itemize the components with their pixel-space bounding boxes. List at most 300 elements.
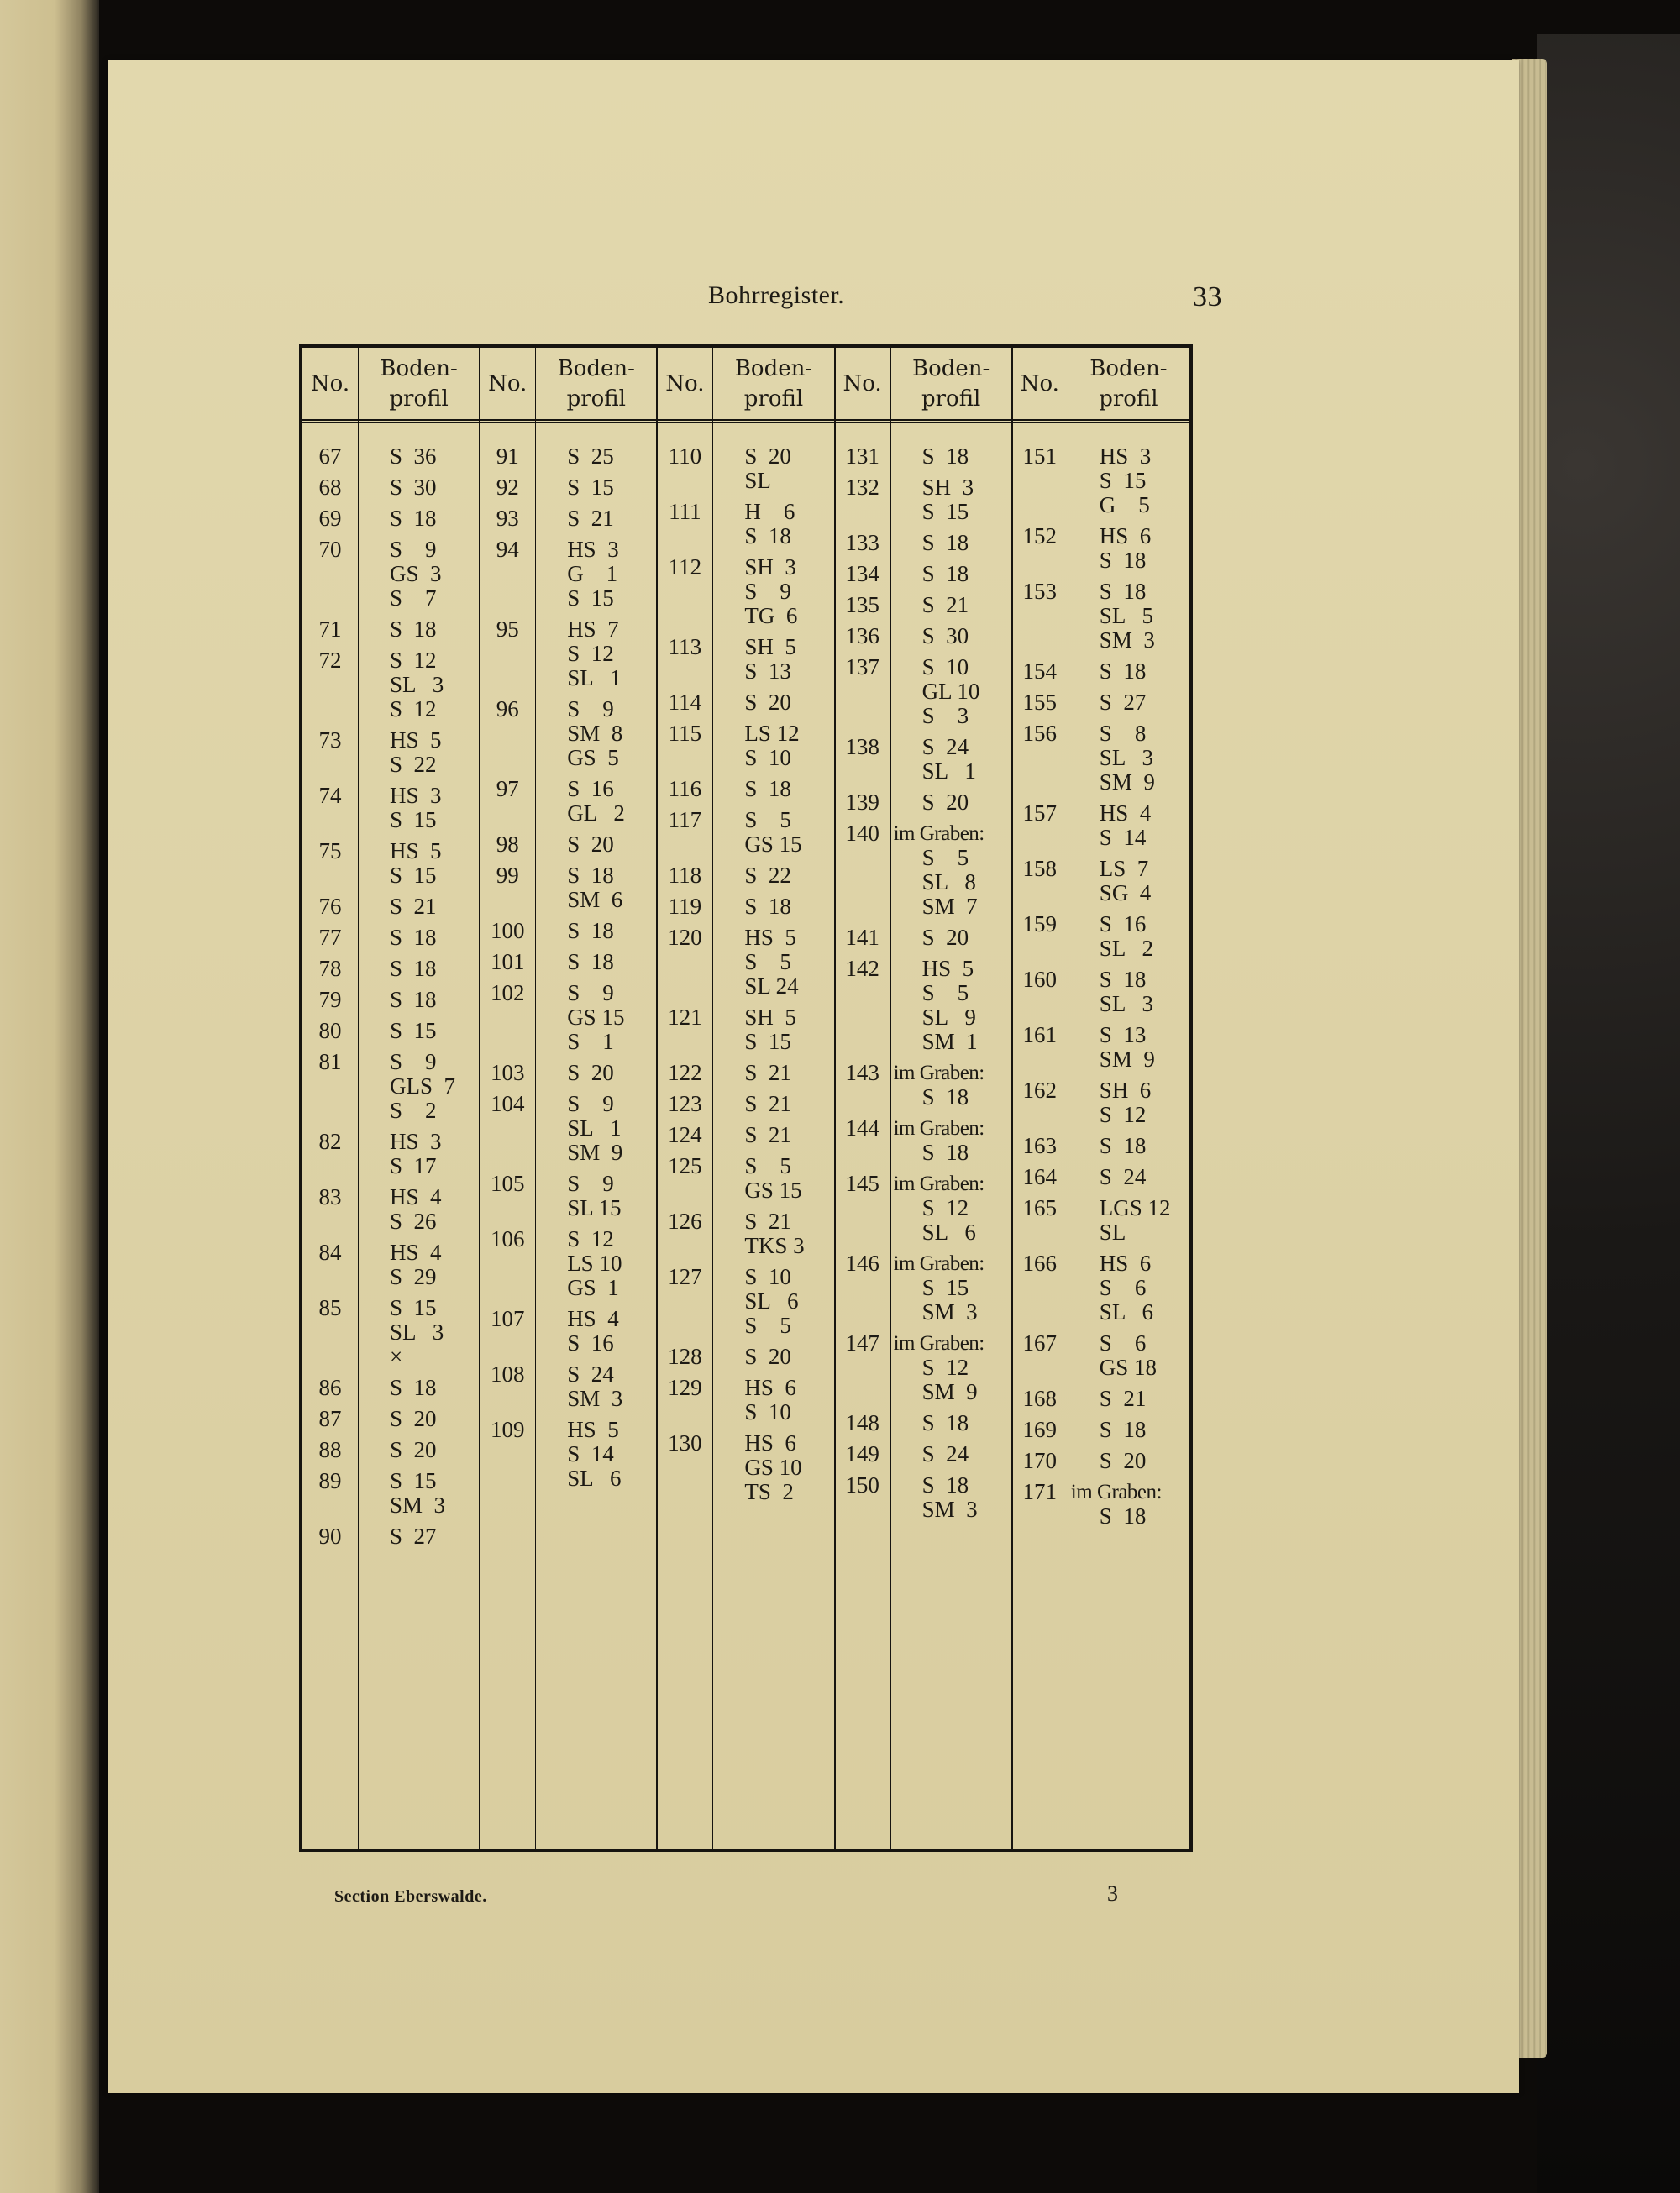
bodenprofil-layer: TG 6 [744, 603, 798, 628]
bodenprofil-layer: S 30 [390, 475, 437, 500]
bodenprofil-layer: S 12 [390, 648, 437, 673]
bodenprofil-layer: S 17 [390, 1153, 437, 1178]
bodenprofil-layer: S 13 [744, 658, 791, 684]
bodenprofil-layer: S 10 [744, 1399, 791, 1424]
bohrung-number: 158 [1022, 856, 1058, 881]
bodenprofil-layer: S 16 [567, 1330, 614, 1356]
bodenprofil-layer: S 20 [744, 443, 791, 469]
bodenprofil-layer: S 20 [921, 790, 969, 815]
bodenprofil-layer: HS 6 [1099, 1251, 1152, 1276]
bohrung-number: 102 [490, 980, 525, 1005]
bodenprofil-layer: LS 7 [1099, 856, 1149, 881]
bohrung-number: 121 [668, 1005, 702, 1030]
bodenprofil-layer: S 22 [390, 752, 437, 777]
bodenprofil-layer: S 15 [567, 585, 614, 611]
bohrung-number: 153 [1022, 579, 1058, 604]
bodenprofil-layer: SM 9 [1099, 1047, 1155, 1072]
bohrung-number: 165 [1022, 1195, 1058, 1220]
bohrung-number: 81 [318, 1049, 342, 1074]
header-no: No. [843, 371, 882, 396]
bohrung-number: 171 [1022, 1479, 1058, 1504]
bodenprofil-layer: TKS 3 [744, 1233, 805, 1258]
header-bodenprofil: Boden- profil [912, 356, 990, 412]
bodenprofil-layer: S 12 [921, 1195, 969, 1220]
bodenprofil-layer: × [390, 1344, 403, 1369]
bodenprofil-layer: S 2 [390, 1098, 437, 1123]
bohrung-number: 94 [496, 537, 519, 562]
bohrung-number: 145 [845, 1171, 879, 1196]
bohrung-number: 163 [1022, 1133, 1058, 1158]
bodenprofil-layer: SL [744, 468, 771, 493]
bodenprofil-layer: SM 9 [921, 1379, 978, 1404]
bodenprofil-layer: HS 3 [390, 1129, 442, 1154]
bohrung-number: 146 [845, 1251, 879, 1276]
table-header [302, 348, 1189, 423]
bohrung-number: 117 [668, 807, 702, 832]
bodenprofil-layer: S 15 [567, 475, 614, 500]
bohrung-number: 107 [490, 1306, 525, 1331]
bohrung-number: 101 [490, 949, 525, 974]
bodenprofil-layer: S 18 [390, 616, 437, 642]
bodenprofil-layer: GS 15 [744, 832, 802, 857]
bodenprofil-layer: GL 10 [921, 679, 980, 704]
bohrung-number: 74 [318, 783, 342, 808]
number-column-rule [358, 348, 359, 1849]
bohrung-number: 86 [318, 1375, 342, 1400]
bodenprofil-layer: S 15 [921, 499, 969, 524]
bodenprofil-layer: S 9 [567, 980, 614, 1005]
book-spine [0, 0, 99, 2193]
bodenprofil-layer: S 3 [921, 703, 969, 728]
bohrung-number: 148 [845, 1410, 879, 1435]
bohrung-number: 164 [1022, 1164, 1058, 1189]
bodenprofil-layer: S 5 [744, 1153, 791, 1178]
bodenprofil-layer: S 15 [921, 1275, 969, 1300]
bohrung-number: 130 [668, 1430, 702, 1456]
bodenprofil-layer: S 5 [744, 1313, 791, 1338]
bodenprofil-layer: S 21 [744, 1060, 791, 1085]
bohrung-number: 109 [490, 1417, 525, 1442]
bodenprofil-layer: S 20 [744, 1344, 791, 1369]
bodenprofil-layer: S 18 [567, 949, 614, 974]
bodenprofil-layer: SL 5 [1099, 603, 1154, 628]
bodenprofil-layer: HS 3 [390, 783, 442, 808]
bodenprofil-layer: S 18 [1099, 967, 1147, 992]
bohrung-number: 135 [845, 592, 879, 617]
bohrung-number: 69 [318, 506, 342, 531]
bodenprofil-layer: S 8 [1099, 721, 1147, 746]
bodenprofil-layer: SM 9 [567, 1140, 623, 1165]
bohrung-number: 155 [1022, 690, 1058, 715]
bohrung-number: 132 [845, 475, 879, 500]
bodenprofil-layer: SM 1 [921, 1029, 978, 1054]
signature-number: 3 [1107, 1881, 1118, 1906]
bodenprofil-layer: im Graben: [893, 822, 984, 845]
bohrung-number: 75 [318, 838, 342, 863]
bodenprofil-layer: SL [1099, 1220, 1126, 1245]
bohrung-number: 124 [668, 1122, 702, 1147]
running-head-title: Bohrregister. [708, 281, 845, 309]
bohrung-number: 82 [318, 1129, 342, 1154]
bohrung-number: 105 [490, 1171, 525, 1196]
bodenprofil-layer: im Graben: [893, 1173, 984, 1195]
bodenprofil-layer: G 1 [567, 561, 618, 586]
bodenprofil-layer: S 18 [567, 863, 614, 888]
bohrung-number: 160 [1022, 967, 1058, 992]
book-cover [1537, 34, 1680, 2193]
bohrung-number: 98 [496, 832, 519, 857]
bodenprofil-layer: GS 10 [744, 1455, 802, 1480]
bodenprofil-layer: S 27 [1099, 690, 1147, 715]
bodenprofil-layer: S 18 [1099, 548, 1147, 573]
bohrung-number: 167 [1022, 1330, 1058, 1356]
header-bodenprofil: Boden- profil [557, 356, 635, 412]
bodenprofil-layer: HS 5 [744, 925, 796, 950]
bohrung-number: 85 [318, 1295, 342, 1320]
bohrung-number: 84 [318, 1240, 342, 1265]
bodenprofil-layer: S 20 [390, 1437, 437, 1462]
bodenprofil-layer: S 18 [1099, 1503, 1147, 1529]
number-column-rule [890, 348, 891, 1849]
bodenprofil-layer: S 18 [390, 956, 437, 981]
bohrung-number: 72 [318, 648, 342, 673]
bodenprofil-layer: S 5 [921, 845, 969, 870]
bodenprofil-layer: S 18 [390, 1375, 437, 1400]
bodenprofil-layer: S 5 [921, 980, 969, 1005]
bohrung-number: 78 [318, 956, 342, 981]
bodenprofil-layer: S 6 [1099, 1330, 1147, 1356]
bodenprofil-layer: S 5 [744, 807, 791, 832]
bodenprofil-layer: S 9 [567, 696, 614, 721]
bodenprofil-layer: HS 5 [921, 956, 974, 981]
bodenprofil-layer: HS 5 [390, 838, 442, 863]
bodenprofil-layer: S 16 [567, 776, 614, 801]
bohrung-number: 154 [1022, 658, 1058, 684]
bohrung-number: 92 [496, 475, 519, 500]
bodenprofil-layer: GLS 7 [390, 1073, 456, 1099]
bohrregister-table [299, 344, 1193, 1852]
bodenprofil-layer: S 18 [1099, 1417, 1147, 1442]
bohrung-number: 87 [318, 1406, 342, 1431]
bodenprofil-layer: GS 15 [567, 1005, 625, 1030]
bodenprofil-layer: S 15 [390, 807, 437, 832]
bohrung-number: 134 [845, 561, 879, 586]
bohrung-number: 159 [1022, 911, 1058, 936]
bohrung-number: 125 [668, 1153, 702, 1178]
bodenprofil-layer: SH 6 [1099, 1078, 1152, 1103]
header-no: No. [1020, 371, 1059, 396]
bohrung-number: 131 [845, 443, 879, 469]
bodenprofil-layer: S 18 [921, 1472, 969, 1498]
bodenprofil-layer: SH 3 [921, 475, 974, 500]
bodenprofil-layer: LS 10 [567, 1251, 622, 1276]
bodenprofil-layer: HS 3 [567, 537, 619, 562]
bodenprofil-layer: S 10 [921, 654, 969, 679]
bodenprofil-layer: S 18 [390, 925, 437, 950]
bodenprofil-layer: SM 6 [567, 887, 623, 912]
bodenprofil-layer: HS 4 [390, 1240, 442, 1265]
bodenprofil-layer: im Graben: [893, 1332, 984, 1355]
bohrung-number: 89 [318, 1468, 342, 1493]
bodenprofil-layer: S 18 [921, 1084, 969, 1110]
bohrung-number: 120 [668, 925, 702, 950]
bohrung-number: 104 [490, 1091, 525, 1116]
header-no: No. [488, 371, 528, 396]
bodenprofil-layer: H 6 [744, 499, 795, 524]
bohrung-number: 162 [1022, 1078, 1058, 1103]
bohrung-number: 67 [318, 443, 342, 469]
bohrung-number: 70 [318, 537, 342, 562]
bodenprofil-layer: S 5 [744, 949, 791, 974]
bohrung-number: 168 [1022, 1386, 1058, 1411]
bohrung-number: 142 [845, 956, 879, 981]
bohrung-number: 103 [490, 1060, 525, 1085]
bodenprofil-layer: SL 2 [1099, 936, 1154, 961]
bohrung-number: 96 [496, 696, 519, 721]
bodenprofil-layer: HS 6 [744, 1375, 796, 1400]
bodenprofil-layer: SL 9 [921, 1005, 976, 1030]
bodenprofil-layer: SL 1 [567, 1115, 622, 1141]
header-no: No. [665, 371, 705, 396]
bodenprofil-layer: GS 18 [1099, 1355, 1158, 1380]
bodenprofil-layer: SM 3 [567, 1386, 623, 1411]
bohrung-number: 99 [496, 863, 519, 888]
bodenprofil-layer: S 18 [390, 506, 437, 531]
bodenprofil-layer: S 21 [744, 1091, 791, 1116]
bohrung-number: 100 [490, 918, 525, 943]
bodenprofil-layer: HS 5 [390, 727, 442, 753]
bohrung-number: 143 [845, 1060, 879, 1085]
bodenprofil-layer: S 18 [744, 776, 791, 801]
bodenprofil-layer: HS 5 [567, 1417, 619, 1442]
bodenprofil-layer: S 18 [921, 1140, 969, 1165]
bohrung-number: 116 [668, 776, 702, 801]
bohrung-number: 95 [496, 616, 519, 642]
bodenprofil-layer: S 18 [567, 918, 614, 943]
bodenprofil-layer: SL 6 [1099, 1299, 1154, 1325]
bodenprofil-layer: S 12 [1099, 1102, 1147, 1127]
bohrung-number: 97 [496, 776, 519, 801]
bodenprofil-layer: LS 12 [744, 721, 800, 746]
bodenprofil-layer: S 9 [567, 1171, 614, 1196]
bodenprofil-layer: HS 6 [1099, 523, 1152, 548]
bohrung-number: 140 [845, 821, 879, 846]
bodenprofil-layer: S 29 [390, 1264, 437, 1289]
bohrung-number: 133 [845, 530, 879, 555]
bohrung-number: 115 [668, 721, 702, 746]
bodenprofil-layer: HS 6 [744, 1430, 796, 1456]
bodenprofil-layer: SL 8 [921, 869, 976, 895]
bodenprofil-layer: SH 5 [744, 634, 796, 659]
bodenprofil-layer: S 24 [921, 734, 969, 759]
header-bodenprofil: Boden- profil [734, 356, 813, 412]
bodenprofil-layer: S 12 [567, 641, 614, 666]
bodenprofil-layer: GS 5 [567, 745, 619, 770]
bodenprofil-layer: S 15 [390, 1295, 437, 1320]
number-column-rule [535, 348, 536, 1849]
bodenprofil-layer: im Graben: [893, 1062, 984, 1084]
bodenprofil-layer: S 20 [921, 925, 969, 950]
bodenprofil-layer: S 18 [390, 987, 437, 1012]
bodenprofil-layer: S 30 [921, 623, 969, 648]
bodenprofil-layer: S 14 [567, 1441, 614, 1466]
bodenprofil-layer: S 21 [744, 1209, 791, 1234]
bohrung-number: 147 [845, 1330, 879, 1356]
bodenprofil-layer: HS 4 [567, 1306, 619, 1331]
bodenprofil-layer: S 18 [1099, 1133, 1147, 1158]
bodenprofil-layer: S 15 [1099, 468, 1147, 493]
bohrung-number: 106 [490, 1226, 525, 1251]
bohrung-number: 166 [1022, 1251, 1058, 1276]
bodenprofil-layer: S 15 [744, 1029, 791, 1054]
bohrung-number: 144 [845, 1115, 879, 1141]
bohrung-number: 122 [668, 1060, 702, 1085]
bodenprofil-layer: im Graben: [893, 1117, 984, 1140]
bohrung-number: 76 [318, 894, 342, 919]
bodenprofil-layer: SM 3 [1099, 627, 1155, 653]
bodenprofil-layer: S 25 [567, 443, 614, 469]
bohrung-number: 80 [318, 1018, 342, 1043]
bodenprofil-layer: LGS 12 [1099, 1195, 1171, 1220]
bohrung-number: 156 [1022, 721, 1058, 746]
bodenprofil-layer: GS 3 [390, 561, 442, 586]
bohrung-number: 90 [318, 1524, 342, 1549]
bodenprofil-layer: im Graben: [1070, 1481, 1162, 1503]
bodenprofil-layer: S 1 [567, 1029, 614, 1054]
bodenprofil-layer: S 14 [1099, 825, 1147, 850]
bodenprofil-layer: S 18 [921, 530, 969, 555]
bohrung-number: 93 [496, 506, 519, 531]
bodenprofil-layer: HS 4 [1099, 800, 1152, 826]
bodenprofil-layer: S 21 [390, 894, 437, 919]
bodenprofil-layer: TS 2 [744, 1479, 794, 1504]
bohrung-number: 127 [668, 1264, 702, 1289]
bodenprofil-layer: S 10 [744, 745, 791, 770]
bodenprofil-layer: S 12 [921, 1355, 969, 1380]
bodenprofil-layer: S 9 [390, 1049, 437, 1074]
bodenprofil-layer: SL 1 [567, 665, 622, 690]
bohrung-number: 123 [668, 1091, 702, 1116]
bohrung-number: 88 [318, 1437, 342, 1462]
bodenprofil-layer: S 9 [744, 579, 791, 604]
bohrung-number: 108 [490, 1361, 525, 1387]
bodenprofil-layer: S 24 [567, 1361, 614, 1387]
header-bodenprofil: Boden- profil [380, 356, 458, 412]
bohrung-number: 71 [318, 616, 342, 642]
bohrung-number: 77 [318, 925, 342, 950]
bodenprofil-layer: S 27 [390, 1524, 437, 1549]
page-number: 33 [1193, 281, 1222, 312]
bohrung-number: 73 [318, 727, 342, 753]
bohrung-number: 161 [1022, 1022, 1058, 1047]
bodenprofil-layer: SL 15 [567, 1195, 622, 1220]
bodenprofil-layer: S 20 [1099, 1448, 1147, 1473]
bodenprofil-layer: SL 1 [921, 758, 976, 784]
bodenprofil-layer: SH 5 [744, 1005, 796, 1030]
bodenprofil-layer: GL 2 [567, 800, 625, 826]
header-no: No. [310, 371, 350, 396]
bodenprofil-layer: SG 4 [1099, 880, 1152, 905]
bodenprofil-layer: S 20 [567, 1060, 614, 1085]
bodenprofil-layer: S 18 [744, 523, 791, 548]
bohrung-number: 112 [668, 554, 702, 580]
bodenprofil-layer: SL 6 [744, 1288, 799, 1314]
bodenprofil-layer: S 21 [1099, 1386, 1147, 1411]
bodenprofil-layer: S 22 [744, 863, 791, 888]
bohrung-number: 128 [668, 1344, 702, 1369]
bohrung-number: 114 [668, 690, 702, 715]
bodenprofil-layer: S 20 [744, 690, 791, 715]
bodenprofil-layer: im Graben: [893, 1252, 984, 1275]
bohrung-number: 137 [845, 654, 879, 679]
bodenprofil-layer: SL 3 [390, 672, 444, 697]
bodenprofil-layer: S 21 [921, 592, 969, 617]
bodenprofil-layer: S 13 [1099, 1022, 1147, 1047]
bodenprofil-layer: G 5 [1099, 492, 1150, 517]
bodenprofil-layer: SM 9 [1099, 769, 1155, 795]
bodenprofil-layer: SH 3 [744, 554, 796, 580]
header-bodenprofil: Boden- profil [1089, 356, 1168, 412]
bodenprofil-layer: S 20 [567, 832, 614, 857]
bodenprofil-layer: S 9 [390, 537, 437, 562]
bodenprofil-layer: S 6 [1099, 1275, 1147, 1300]
bohrung-number: 126 [668, 1209, 702, 1234]
bodenprofil-layer: S 18 [921, 443, 969, 469]
bodenprofil-layer: S 18 [921, 1410, 969, 1435]
bodenprofil-layer: SM 7 [921, 894, 978, 919]
bohrung-number: 119 [668, 894, 702, 919]
bodenprofil-layer: S 18 [1099, 658, 1147, 684]
bohrung-number: 113 [668, 634, 702, 659]
bodenprofil-layer: S 15 [390, 1468, 437, 1493]
bohrung-number: 110 [668, 443, 702, 469]
bodenprofil-layer: S 10 [744, 1264, 791, 1289]
bodenprofil-layer: SM 8 [567, 721, 623, 746]
bodenprofil-layer: S 12 [390, 696, 437, 721]
bodenprofil-layer: S 24 [1099, 1164, 1147, 1189]
bohrung-number: 138 [845, 734, 879, 759]
bodenprofil-layer: S 12 [567, 1226, 614, 1251]
bodenprofil-layer: SM 3 [390, 1493, 446, 1518]
bohrung-number: 157 [1022, 800, 1058, 826]
bohrung-number: 169 [1022, 1417, 1058, 1442]
bohrung-number: 111 [669, 499, 701, 524]
bodenprofil-layer: S 21 [744, 1122, 791, 1147]
bohrung-number: 170 [1022, 1448, 1058, 1473]
bodenprofil-layer: S 36 [390, 443, 437, 469]
bohrung-number: 150 [845, 1472, 879, 1498]
number-column-rule [712, 348, 713, 1849]
bohrung-number: 149 [845, 1441, 879, 1466]
bohrung-number: 139 [845, 790, 879, 815]
bodenprofil-layer: SL 6 [921, 1220, 976, 1245]
bodenprofil-layer: SM 3 [921, 1299, 978, 1325]
bodenprofil-layer: S 7 [390, 585, 437, 611]
bodenprofil-layer: SM 3 [921, 1497, 978, 1522]
bodenprofil-layer: SL 6 [567, 1466, 622, 1491]
bohrung-number: 152 [1022, 523, 1058, 548]
bohrung-number: 91 [496, 443, 519, 469]
bohrung-number: 118 [668, 863, 702, 888]
bohrung-number: 136 [845, 623, 879, 648]
bodenprofil-layer: HS 4 [390, 1184, 442, 1209]
bohrung-number: 83 [318, 1184, 342, 1209]
bohrung-number: 141 [845, 925, 879, 950]
bodenprofil-layer: GS 1 [567, 1275, 619, 1300]
bodenprofil-layer: S 21 [567, 506, 614, 531]
bodenprofil-layer: S 24 [921, 1441, 969, 1466]
bohrung-number: 68 [318, 475, 342, 500]
